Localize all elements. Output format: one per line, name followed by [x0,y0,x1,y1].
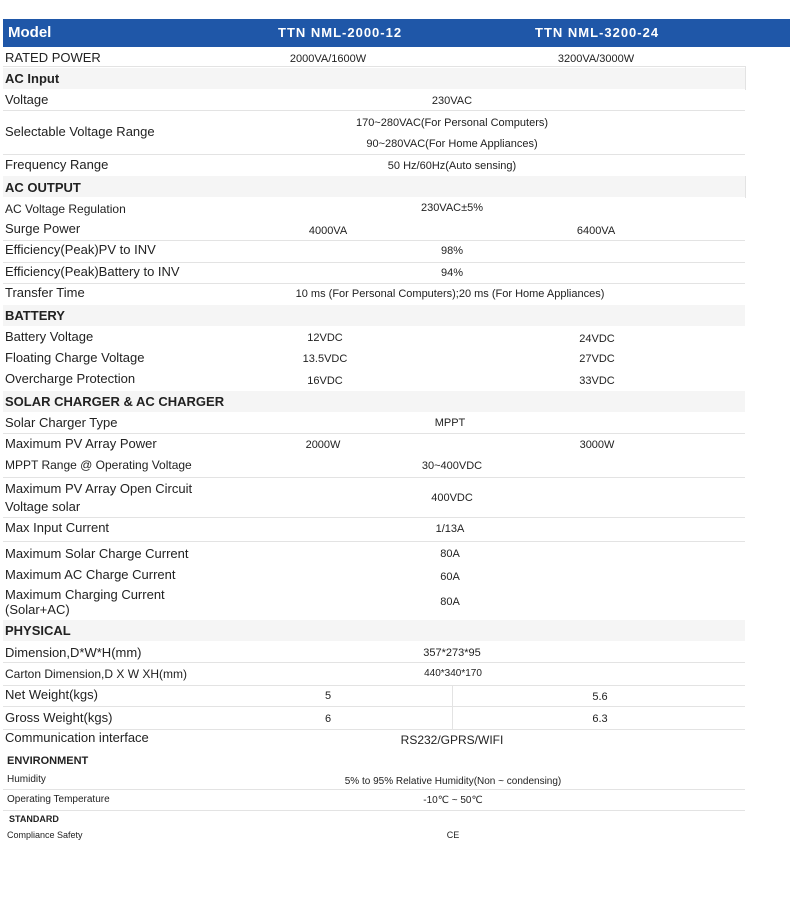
ac-charge-current-value: 60A [440,571,460,583]
rated-power-label: RATED POWER [5,50,101,65]
overcharge-v1: 16VDC [307,375,343,387]
carton-dimension-value: 440*340*170 [424,668,482,679]
pv-array-power-v2: 3000W [579,439,615,451]
eff-battery-label: Efficiency(Peak)Battery to INV [5,264,180,279]
model-header: Model [8,24,52,41]
model-col1-header: TTN NML-2000-12 [278,25,403,40]
max-input-current-value: 1/13A [435,523,465,535]
row-divider [3,240,745,241]
row-divider [3,283,745,284]
operating-temperature-value: -10℃ ~ 50℃ [423,795,483,806]
dimension-label: Dimension,D*W*H(mm) [5,645,142,660]
col-divider [452,685,453,729]
surge-power-v1: 4000VA [308,225,348,237]
compliance-safety-label: Compliance Safety [7,830,83,840]
dimension-value: 357*273*95 [423,647,481,659]
floating-charge-v1: 13.5VDC [302,353,348,365]
humidity-value: 5% to 95% Relative Humidity(Non ~ condensing) [344,776,562,787]
open-circuit-value: 400VDC [431,492,473,504]
row-divider [3,706,745,707]
pv-array-power-v1: 2000W [305,439,341,451]
model-col2-header: TTN NML-3200-24 [535,25,660,40]
voltage-value: 230VAC [431,95,473,107]
overcharge-label: Overcharge Protection [5,371,136,386]
row-divider [3,810,745,811]
environment-title: ENVIRONMENT [7,755,89,767]
row-divider [3,541,745,542]
col-divider [745,176,746,198]
charging-current-label-2: (Solar+AC) [5,602,70,617]
overcharge-v2: 33VDC [579,375,615,387]
humidity-label: Humidity [7,774,46,785]
communication-value: RS232/GPRS/WIFI [400,733,504,747]
voltage-regulation-label: AC Voltage Regulation [5,202,126,216]
eff-battery-value: 94% [440,267,464,279]
battery-voltage-v1: 12VDC [307,332,343,344]
row-divider [3,517,745,518]
row-divider [3,662,745,663]
standard-title: STANDARD [9,814,59,824]
gross-weight-label: Gross Weight(kgs) [5,710,113,725]
section-band [3,68,745,89]
carton-dimension-label: Carton Dimension,D X W XH(mm) [5,667,188,681]
net-weight-label: Net Weight(kgs) [5,687,98,702]
section-band [3,305,745,326]
row-divider [3,433,745,434]
voltage-range-line1: 170~280VAC(For Personal Computers) [355,117,549,129]
solar-charger-title: SOLAR CHARGER & AC CHARGER [5,394,225,409]
rated-power-v2: 3200VA/3000W [557,53,635,65]
physical-title: PHYSICAL [5,623,71,638]
frequency-value: 50 Hz/60Hz(Auto sensing) [387,160,517,172]
mppt-range-value: 30~400VDC [421,460,483,472]
col-divider [745,66,746,90]
battery-voltage-v2: 24VDC [579,333,615,345]
voltage-regulation-value: 230VAC±5% [420,202,484,214]
mppt-range-label: MPPT Range @ Operating Voltage [5,458,192,472]
net-weight-v2: 5.6 [592,691,608,703]
table-header [3,19,790,47]
pv-array-power-label: Maximum PV Array Power [5,436,157,451]
transfer-time-value: 10 ms (For Personal Computers);20 ms (For Home Appliances) [295,288,605,300]
row-divider [3,154,745,155]
open-circuit-label-1: Maximum PV Array Open Circuit [5,481,193,496]
row-divider [3,110,745,111]
charging-current-value: 80A [440,596,460,608]
gross-weight-v2: 6.3 [592,713,608,725]
compliance-safety-value: CE [446,830,460,840]
section-band [3,620,745,641]
row-divider [3,477,745,478]
surge-power-v2: 6400VA [576,225,616,237]
row-divider [3,262,745,263]
operating-temperature-label: Operating Temperature [7,794,110,805]
charger-type-value: MPPT [434,417,466,429]
voltage-label: Voltage [5,92,49,107]
section-band [3,176,745,197]
open-circuit-label-2: Voltage solar [5,499,81,514]
frequency-label: Frequency Range [5,157,109,172]
eff-pv-value: 98% [440,245,464,257]
gross-weight-v1: 6 [324,713,332,725]
surge-power-label: Surge Power [5,221,81,236]
floating-charge-v2: 27VDC [579,353,615,365]
rated-power-v1: 2000VA/1600W [289,53,367,65]
ac-output-title: AC OUTPUT [5,180,81,195]
charger-type-label: Solar Charger Type [5,415,118,430]
transfer-time-label: Transfer Time [5,285,85,300]
max-input-current-label: Max Input Current [5,520,110,535]
eff-pv-label: Efficiency(Peak)PV to INV [5,242,156,257]
ac-charge-current-label: Maximum AC Charge Current [5,567,176,582]
communication-label: Communication interface [5,730,149,745]
ac-input-title: AC Input [5,71,60,86]
charging-current-label-1: Maximum Charging Current [5,587,165,602]
floating-charge-label: Floating Charge Voltage [5,350,145,365]
net-weight-v1: 5 [324,690,332,702]
row-divider [3,685,745,686]
battery-voltage-label: Battery Voltage [5,329,94,344]
solar-charge-current-value: 80A [440,548,460,560]
solar-charge-current-label: Maximum Solar Charge Current [5,546,189,561]
battery-title: BATTERY [5,308,65,323]
voltage-range-line2: 90~280VAC(For Home Appliances) [366,138,538,150]
voltage-range-label: Selectable Voltage Range [5,124,155,139]
